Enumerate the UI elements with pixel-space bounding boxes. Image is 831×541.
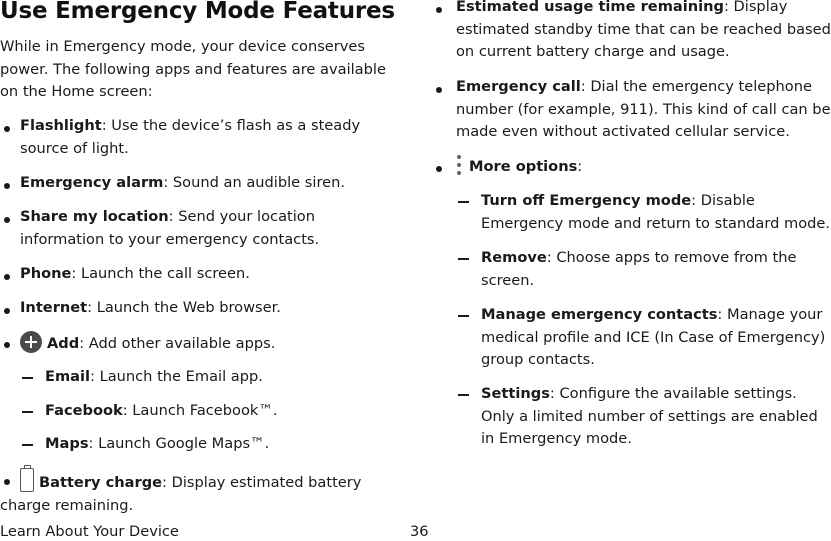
item-label: Add [47,335,80,352]
item-label: Turn off Emergency mode [481,192,692,209]
list-item-battery-charge [0,468,408,517]
item-text: : Launch the call screen. [71,265,250,282]
sublist-item-remove [481,247,811,292]
item-text: : Choose apps to remove from the screen. [481,249,797,289]
sublist-item-turn-off-emergency [481,190,831,235]
item-label: Remove [481,249,547,266]
dash-icon [22,377,33,379]
list-item-emergency-alarm [20,172,406,195]
item-label: Emergency alarm [20,174,164,191]
item-label: More options [469,158,578,175]
item-label: Flashlight [20,117,102,134]
add-circle-icon [20,331,42,353]
item-text: : Add other available apps. [79,335,276,352]
item-text: : Manage your medical profile and ICE (In Case of Emergency) group contacts. [481,306,826,368]
page-title: Use Emergency Mode Features [0,0,395,24]
list-item-emergency-call [456,76,831,144]
battery-icon [20,468,34,492]
bullet-icon [4,274,10,280]
item-label: Email [45,368,91,385]
dash-icon [458,201,469,203]
sublist-item-settings [481,383,831,451]
item-label: Share my location [20,208,169,225]
item-label: Battery charge [39,474,163,491]
item-label: Estimated usage time remaining [456,0,724,15]
list-item-add [20,331,406,356]
page-number: 36 [410,523,429,540]
bullet-icon [4,342,10,348]
list-item-share-my-location [20,206,400,251]
item-text: : Launch the Web browser. [87,299,281,316]
dash-icon [458,394,469,396]
dash-icon [22,411,33,413]
item-label: Manage emergency contacts [481,306,718,323]
item-text: : Dial the emergency telephone number (for example, 911). This kind of call can be made even without activated cellular service. [456,78,831,140]
bullet-icon [4,308,10,314]
item-text: : Display estimated battery charge remaining. [0,474,362,514]
dash-icon [458,315,469,317]
sublist-item-facebook [45,400,405,423]
item-text: : Launch Facebook™. [122,402,278,419]
bullet-icon [4,217,10,223]
intro-paragraph: While in Emergency mode, your device conserves power. The following apps and features are available on the Home screen: [0,38,386,100]
item-label: Settings [481,385,550,402]
bullet-icon [4,126,10,132]
item-text: : Launch the Email app. [90,368,263,385]
item-text: : Use the device’s flash as a steady source of light. [20,117,361,157]
bullet-icon [436,87,442,93]
list-item-flashlight [20,115,406,160]
item-text: : Sound an audible siren. [163,174,345,191]
item-label: Internet [20,299,88,316]
item-label: Maps [45,435,89,452]
list-item-more-options [456,155,831,179]
sublist-item-manage-emergency-contacts [481,304,831,372]
item-label: Emergency call [456,78,581,95]
item-text: : [577,158,583,175]
item-text: : Send your location information to your emergency contacts. [20,208,320,248]
footer-section-title: Learn About Your Device [0,523,179,540]
item-text: : Display estimated standby time that can be reached based on current battery charge and usage. [456,0,831,60]
item-text: : Disable Emergency mode and return to standard mode. [481,192,831,232]
list-item-internet [20,297,406,320]
dash-icon [458,258,469,260]
more-options-icon [456,155,462,175]
sublist-item-email [45,366,405,389]
item-text: : Configure the available settings. Only a limited number of settings are enabled in Emergency mode. [481,385,818,447]
list-item-phone [20,263,406,286]
bullet-icon [436,166,442,172]
item-label: Phone [20,265,72,282]
item-label: Facebook [45,402,123,419]
list-item-estimated-usage [456,0,831,64]
item-text: : Launch Google Maps™. [88,435,270,452]
dash-icon [22,444,33,446]
bullet-icon [4,183,10,189]
bullet-icon [436,7,442,13]
sublist-item-maps [45,433,405,456]
